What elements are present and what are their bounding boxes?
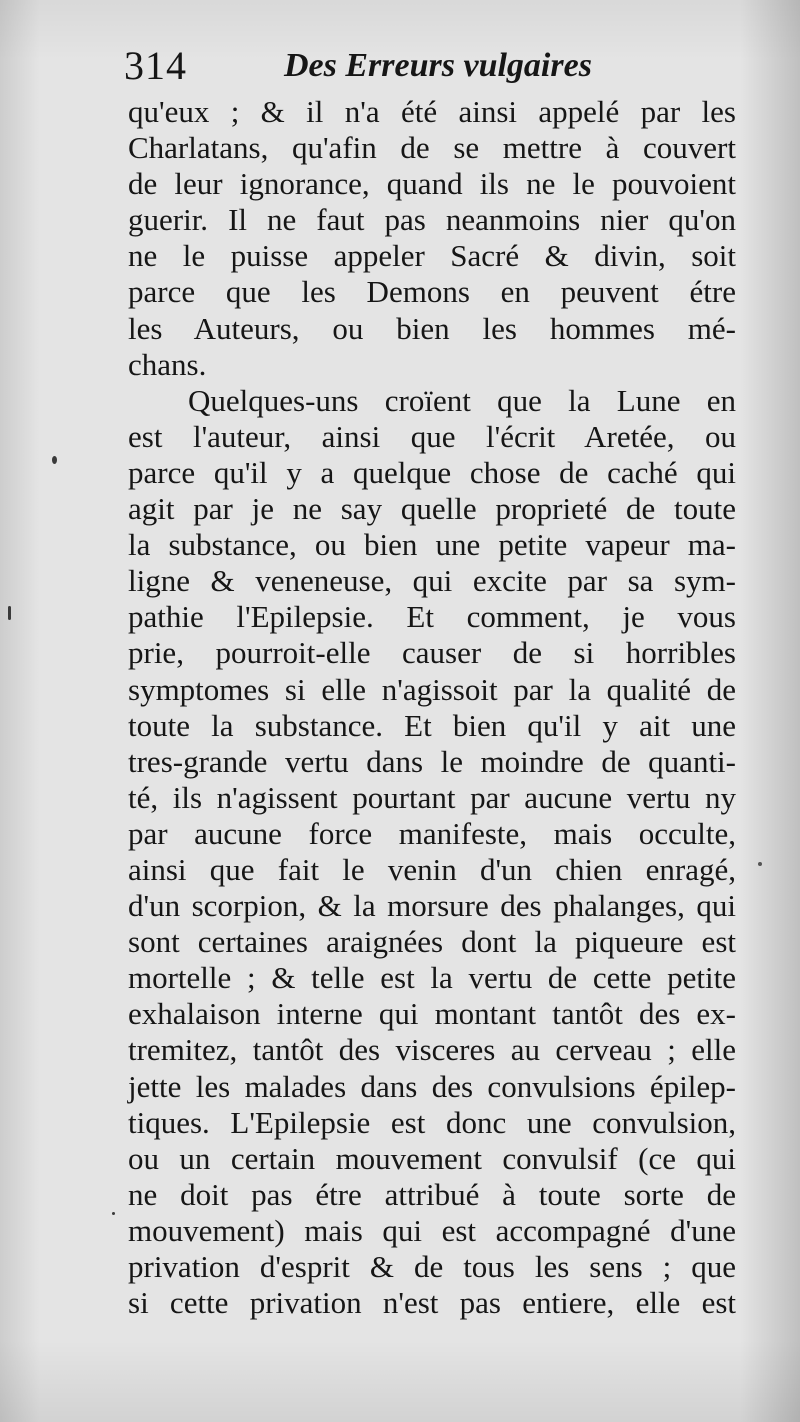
text-line: si cette privation n'est pas entiere, elle est [128, 1285, 736, 1321]
text-line: jette les malades dans des convulsions épilep- [128, 1068, 736, 1104]
text-line: Charlatans, qu'afin de se mettre à couvert [128, 130, 736, 166]
text-line: mortelle ; & telle est la vertu de cette petite [128, 960, 736, 996]
text-line: té, ils n'agissent pourtant par aucune vertu ny [128, 779, 736, 815]
text-line: symptomes si elle n'agissoit par la qualité de [128, 671, 736, 707]
text-line: toute la substance. Et bien qu'il y ait une [128, 707, 736, 743]
text-line: de leur ignorance, quand ils ne le pouvoient [128, 166, 736, 202]
ink-speck [8, 606, 11, 620]
text-line: ne doit pas étre attribué à toute sorte de [128, 1176, 736, 1212]
text-line: est l'auteur, ainsi que l'écrit Aretée, ou [128, 418, 736, 454]
text-line: qu'eux ; & il n'a été ainsi appelé par les [128, 94, 736, 129]
text-line: sont certaines araignées dont la piqueure est [128, 924, 736, 960]
text-line: la substance, ou bien une petite vapeur ma- [128, 527, 736, 563]
text-line: exhalaison interne qui montant tantôt des ex- [128, 996, 736, 1032]
text-line: parce que les Demons en peuvent étre [128, 274, 736, 310]
text-line: ne le puisse appeler Sacré & divin, soit [128, 238, 736, 274]
text-line: les Auteurs, ou bien les hommes mé- [128, 310, 736, 346]
running-head [124, 40, 644, 92]
text-line: chans. [128, 346, 207, 382]
text-line: tres-grande vertu dans le moindre de quanti- [128, 743, 736, 779]
body-text [128, 94, 736, 1321]
text-line: ou un certain mouvement convulsif (ce qui [128, 1140, 736, 1176]
ink-speck [758, 862, 762, 866]
text-line: pathie l'Epilepsie. Et comment, je vous [128, 599, 736, 635]
text-line: Quelques-uns croïent que la Lune en [188, 382, 736, 418]
text-line: ainsi que fait le venin d'un chien enragé, [128, 851, 736, 887]
text-line: par aucune force manifeste, mais occulte, [128, 815, 736, 851]
text-line: tremitez, tantôt des visceres au cerveau ; elle [128, 1032, 736, 1068]
text-line: mouvement) mais qui est accompagné d'une [128, 1212, 736, 1248]
text-line: ligne & veneneuse, qui excite par sa sym- [128, 563, 736, 599]
text-line: guerir. Il ne faut pas neanmoins nier qu'on [128, 202, 736, 238]
page-number: 314 [124, 43, 187, 88]
text-line: d'un scorpion, & la morsure des phalanges, qui [128, 888, 736, 924]
ink-speck [52, 456, 57, 464]
text-line: parce qu'il y a quelque chose de caché qui [128, 454, 736, 490]
text-line: tiques. L'Epilepsie est donc une convulsion, [128, 1104, 736, 1140]
running-title: Des Erreurs vulgaires [284, 47, 592, 84]
text-line: prie, pourroit-elle causer de si horribles [128, 635, 736, 671]
text-line: agit par je ne say quelle proprieté de toute [128, 491, 736, 527]
ink-speck [112, 1212, 115, 1215]
text-line: privation d'esprit & de tous les sens ; que [128, 1249, 736, 1284]
